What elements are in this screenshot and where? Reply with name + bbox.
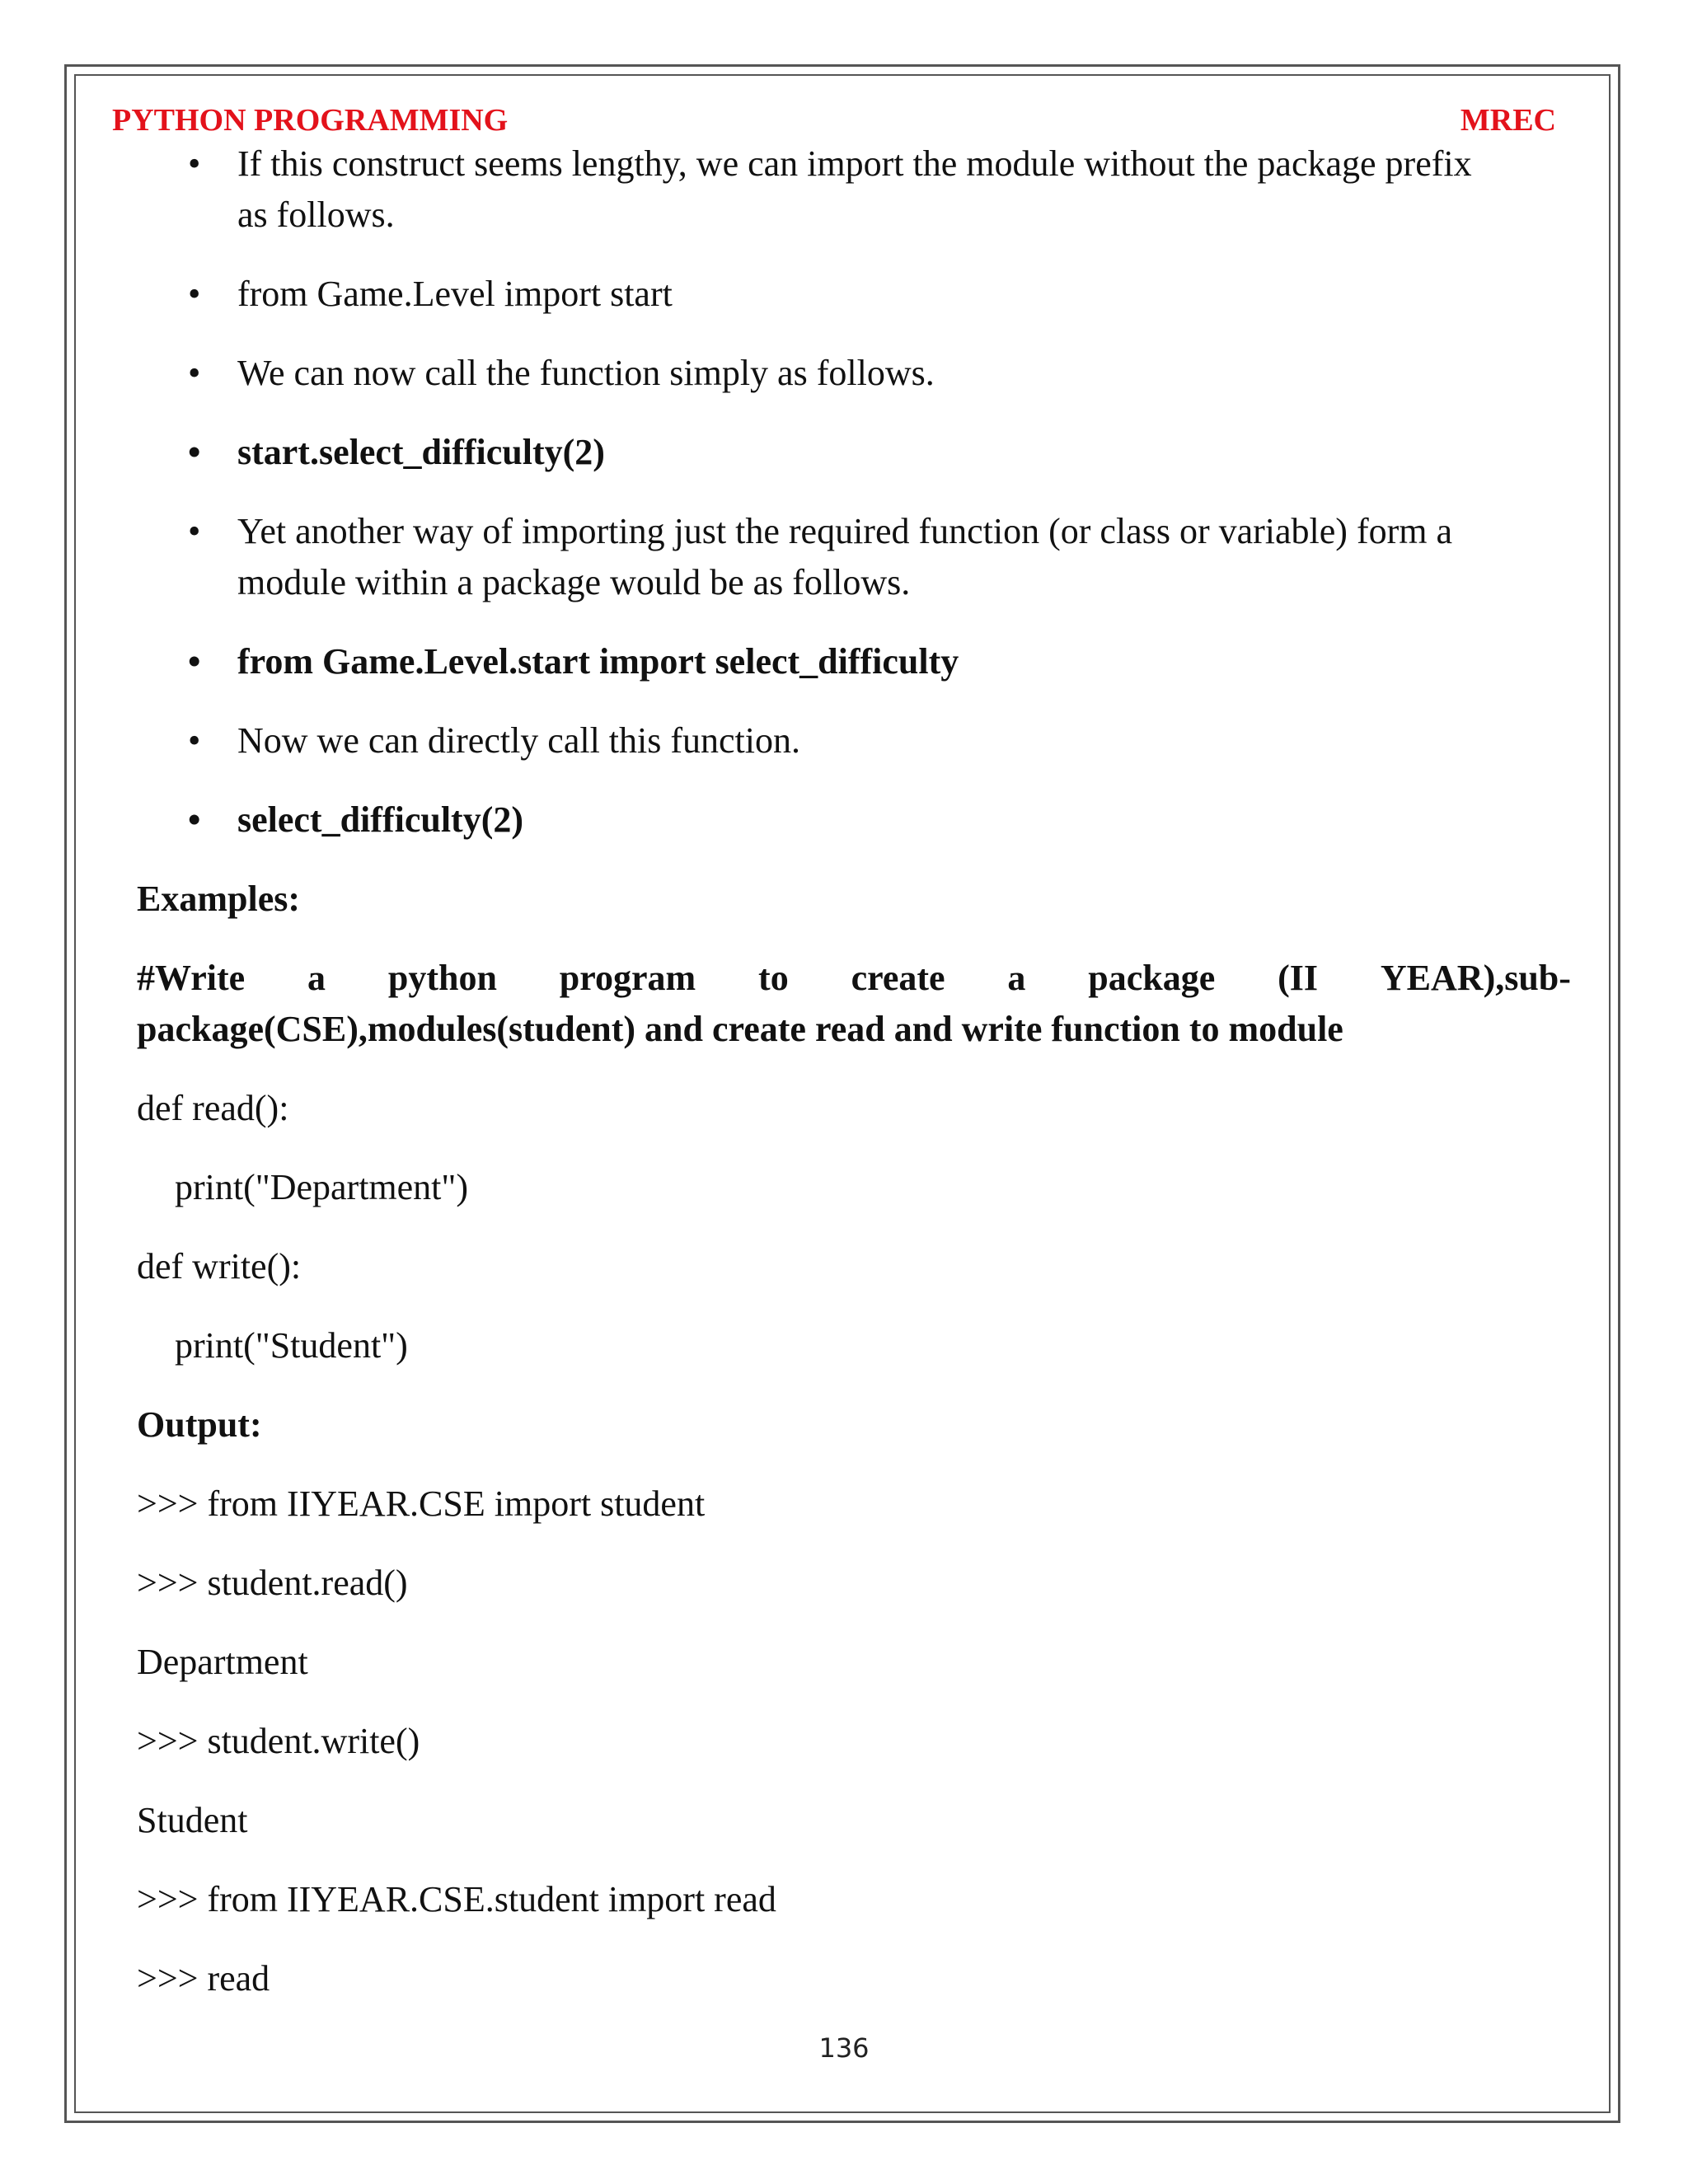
task-word: program [559,958,696,998]
task-word: (II [1278,958,1319,998]
output-line: >>> from IIYEAR.CSE.student import read [137,1879,776,1919]
task-statement [137,953,1571,1055]
bullet-code-text: from Game.Level.start import select_difficulty [237,641,959,682]
output-heading: Output: [137,1404,262,1445]
bullet-text: Now we can directly call this function. [237,720,801,761]
code-line: def read(): [137,1088,289,1128]
bullet-icon: • [188,353,201,393]
task-word: a [1007,958,1026,998]
code-line: print("Department") [175,1167,469,1207]
task-word: python [387,958,497,998]
code-line: def write(): [137,1246,302,1286]
bullet-text-continued: module within a package would be as follows. [237,562,911,602]
header-institution: MREC [1460,103,1556,138]
task-word: YEAR),sub- [1380,958,1571,998]
bullet-code-text: select_difficulty(2) [237,799,523,840]
output-line: >>> student.read() [137,1563,408,1603]
header-title: PYTHON PROGRAMMING [112,103,509,138]
bullet-icon: • [188,274,201,314]
bullet-icon: • [188,799,201,840]
task-word: create [851,958,945,998]
bullet-item [137,427,1571,478]
bullet-item [137,715,1571,766]
output-line: >>> student.write() [137,1721,420,1761]
bullet-icon: • [188,511,201,551]
bullet-icon: • [188,143,201,184]
output-line: Student [137,1800,248,1840]
task-word: to [758,958,789,998]
page-number: 136 [818,2032,870,2064]
output-line: >>> read [137,1958,270,1999]
output-line: Department [137,1642,308,1682]
task-line-1 [137,953,1571,1004]
page-content [137,138,1571,2004]
bullet-item [137,506,1571,608]
bullet-code-text: start.select_difficulty(2) [237,432,605,472]
task-word: #Write [137,958,246,998]
bullet-text: Yet another way of importing just the required function (or class or variable) form a [237,511,1452,551]
bullet-icon: • [188,720,201,761]
bullet-item [137,269,1571,320]
task-word: a [307,958,326,998]
bullet-text-continued: as follows. [237,194,395,235]
bullet-text: If this construct seems lengthy, we can import the module without the package prefix [237,143,1472,184]
bullet-item [137,138,1571,241]
bullet-text: from Game.Level import start [237,274,673,314]
bullet-item [137,794,1571,846]
bullet-icon: • [188,432,201,472]
code-line: print("Student") [175,1325,408,1366]
bullet-item [137,348,1571,399]
bullet-item [137,636,1571,687]
task-line-2: package(CSE),modules(student) and create read and write function to module [137,1009,1343,1049]
bullet-icon: • [188,641,201,682]
task-word: package [1088,958,1216,998]
output-line: >>> from IIYEAR.CSE import student [137,1483,706,1524]
examples-heading: Examples: [137,879,300,919]
bullet-text: We can now call the function simply as follows. [237,353,935,393]
